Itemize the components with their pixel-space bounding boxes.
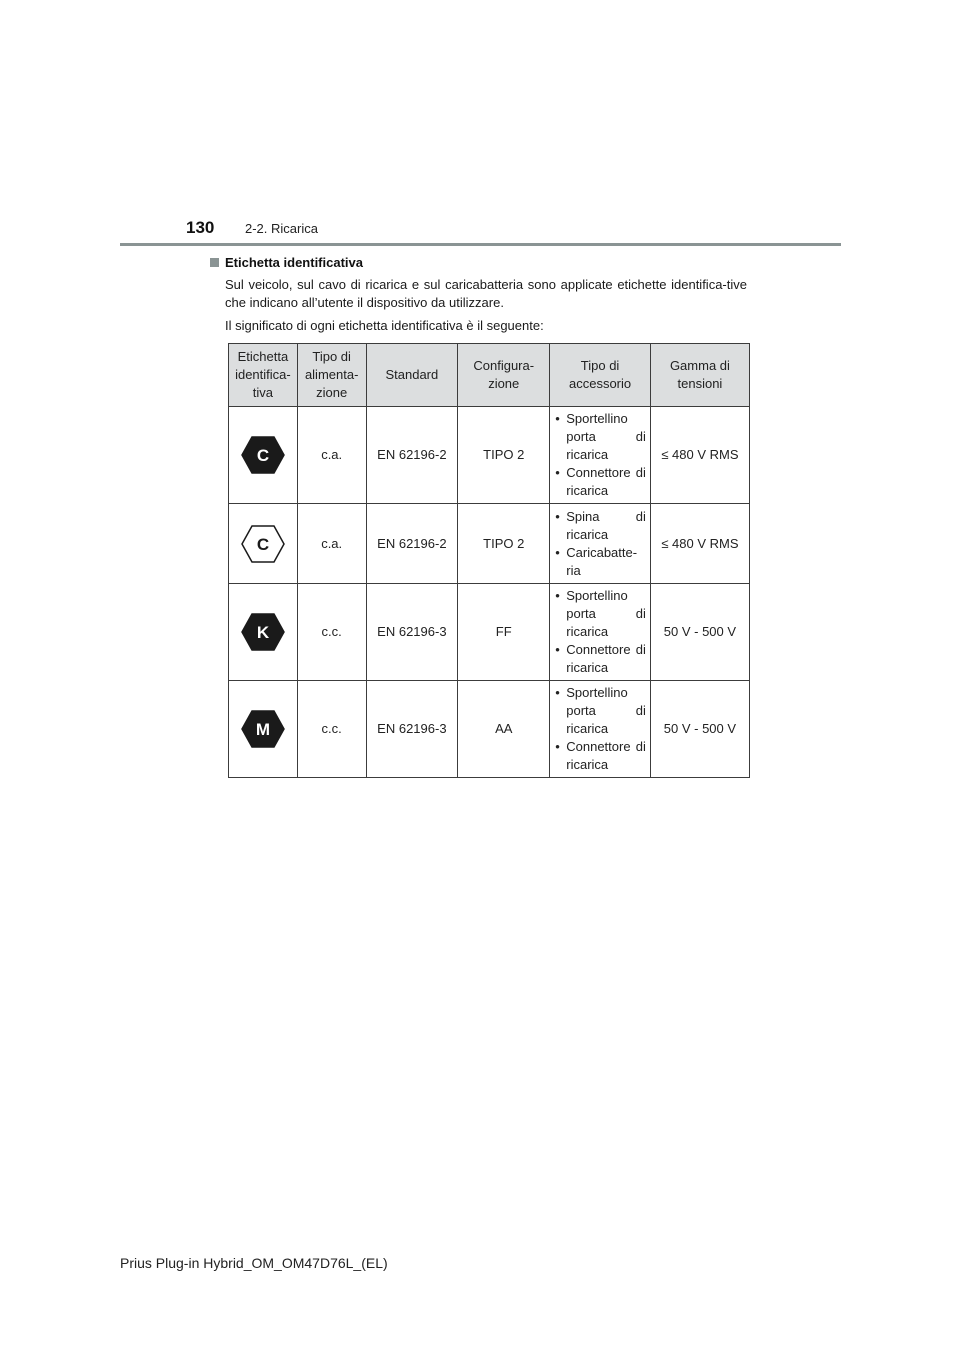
standard-cell: EN 62196-3 <box>366 681 458 778</box>
table-intro-paragraph: Il significato di ogni etichetta identificativa è il seguente: <box>225 318 544 333</box>
standard-cell: EN 62196-2 <box>366 504 458 584</box>
list-item: • Spina di ricarica <box>554 508 646 544</box>
power-type-cell: c.c. <box>297 584 366 681</box>
header-voltage-range: Gamma di tensioni <box>650 344 749 407</box>
hexagon-k-filled-icon <box>241 612 285 652</box>
configuration-cell: FF <box>458 584 550 681</box>
table-row <box>229 407 750 504</box>
header-divider <box>120 243 841 246</box>
label-cell <box>229 407 298 504</box>
hexagon-m-filled-icon <box>241 709 285 749</box>
header-accessory: Tipo di accessorio <box>550 344 651 407</box>
section-title: 2-2. Ricarica <box>245 221 318 236</box>
label-letter: C <box>256 534 270 554</box>
configuration-cell: AA <box>458 681 550 778</box>
voltage-cell: 50 V - 500 V <box>650 584 749 681</box>
list-item: • Caricabatte-ria <box>554 544 646 580</box>
list-item: • Connettore di ricarica <box>554 738 646 774</box>
configuration-cell: TIPO 2 <box>458 504 550 584</box>
power-type-cell: c.a. <box>297 504 366 584</box>
heading-square-icon <box>210 258 219 267</box>
label-letter: K <box>256 623 270 642</box>
list-item: • Sportellino porta di ricarica <box>554 587 646 641</box>
table-row <box>229 584 750 681</box>
list-item: • Connettore di ricarica <box>554 464 646 500</box>
power-type-cell: c.c. <box>297 681 366 778</box>
accessory-cell <box>550 407 651 504</box>
header-configuration: Configura-zione <box>458 344 550 407</box>
accessory-list <box>554 410 646 500</box>
page-number: 130 <box>186 218 215 237</box>
identification-label-table <box>228 343 750 778</box>
accessory-list <box>554 587 646 677</box>
label-cell <box>229 681 298 778</box>
hexagon-c-outline-icon <box>241 524 285 564</box>
voltage-cell: ≤ 480 V RMS <box>650 504 749 584</box>
list-item: • Sportellino porta di ricarica <box>554 410 646 464</box>
accessory-cell <box>550 681 651 778</box>
accessory-cell <box>550 504 651 584</box>
section-heading <box>210 255 363 270</box>
voltage-cell: 50 V - 500 V <box>650 681 749 778</box>
accessory-list <box>554 684 646 774</box>
table-header-row <box>229 344 750 407</box>
header-standard: Standard <box>366 344 458 407</box>
list-item: • Connettore di ricarica <box>554 641 646 677</box>
list-item: • Sportellino porta di ricarica <box>554 684 646 738</box>
power-type-cell: c.a. <box>297 407 366 504</box>
header-power-type: Tipo di alimenta-zione <box>297 344 366 407</box>
label-letter: M <box>255 720 270 739</box>
table-row <box>229 681 750 778</box>
standard-cell: EN 62196-3 <box>366 584 458 681</box>
label-cell <box>229 584 298 681</box>
footer-document-id: Prius Plug-in Hybrid_OM_OM47D76L_(EL) <box>120 1255 388 1271</box>
table-row <box>229 504 750 584</box>
standard-cell: EN 62196-2 <box>366 407 458 504</box>
voltage-cell: ≤ 480 V RMS <box>650 407 749 504</box>
label-letter: C <box>256 446 270 465</box>
heading-text: Etichetta identificativa <box>225 255 363 270</box>
accessory-cell <box>550 584 651 681</box>
hexagon-c-filled-icon <box>241 435 285 475</box>
accessory-list <box>554 508 646 580</box>
configuration-cell: TIPO 2 <box>458 407 550 504</box>
header-label: Etichetta identifica-tiva <box>229 344 298 407</box>
intro-paragraph: Sul veicolo, sul cavo di ricarica e sul caricabatteria sono applicate etichette identifica-tive che indicano all’utente il dispositivo da utilizzare. <box>225 277 747 310</box>
label-cell <box>229 504 298 584</box>
